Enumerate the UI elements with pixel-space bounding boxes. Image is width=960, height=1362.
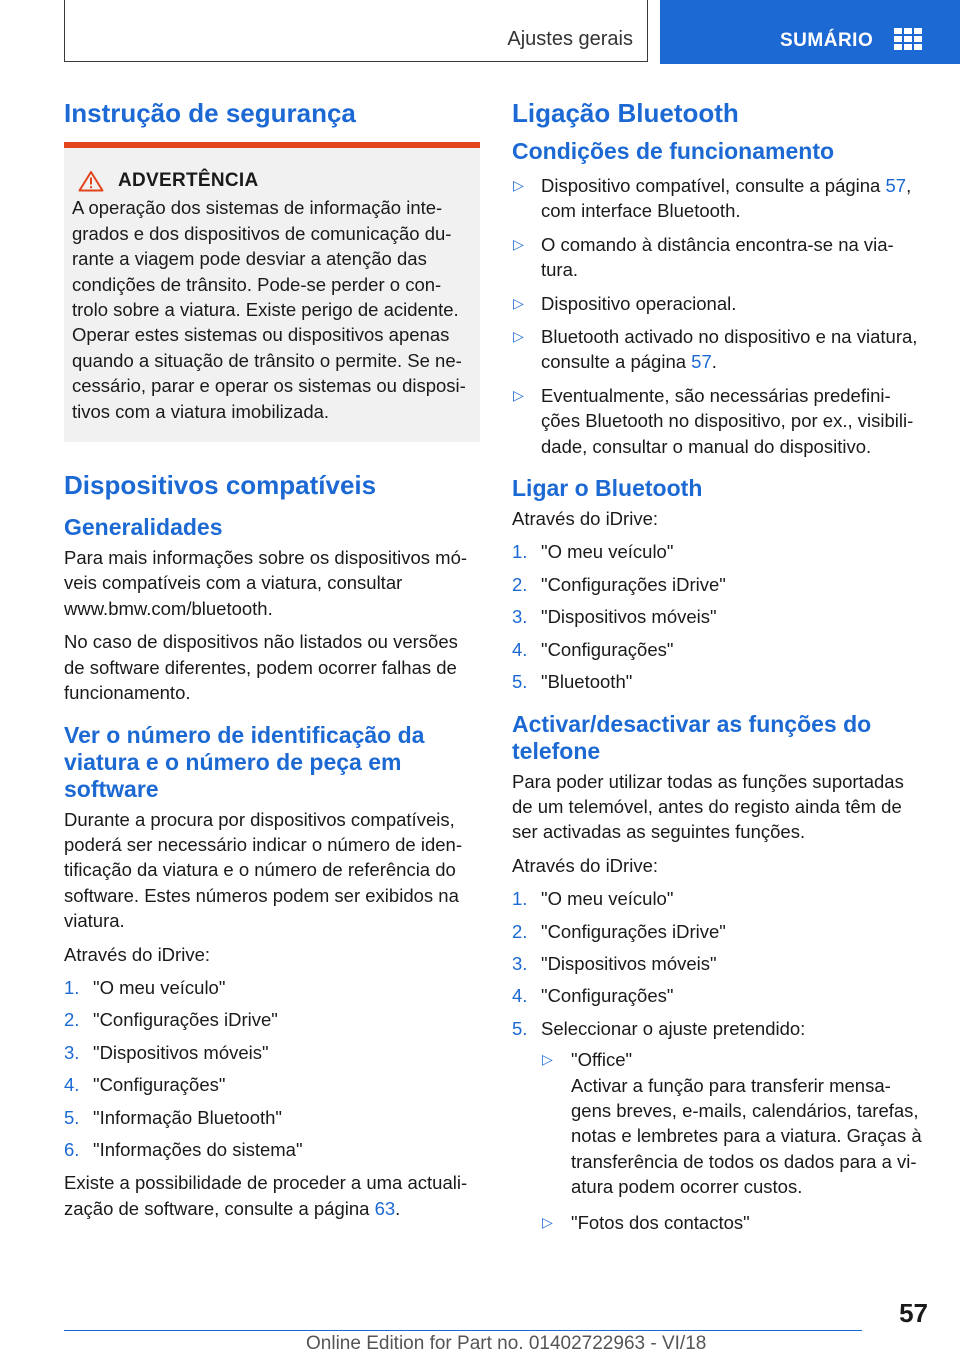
summary-nav-label: SUMÁRIO [780, 30, 874, 51]
page-link[interactable]: 57 [885, 175, 907, 196]
text-line: gens breves, e-mails, calendários, tarefas, [571, 1099, 919, 1121]
heading-line: telefone [512, 737, 601, 764]
step-number: 5. [64, 1106, 80, 1128]
list-item [512, 604, 928, 629]
list-item [512, 669, 928, 694]
text-line: Para poder utilizar todas as funções suportadas [512, 770, 904, 792]
text-line: zação de software, consulte a página [64, 1197, 375, 1219]
vehicle-id-paragraph [64, 807, 480, 934]
summary-nav-button[interactable] [660, 0, 960, 64]
conditions-heading: Condições de funcionamento [512, 138, 835, 164]
phone-functions-paragraph [512, 769, 928, 845]
heading-line: software [64, 775, 159, 802]
text-line: com interface Bluetooth. [541, 200, 741, 222]
list-item [512, 637, 928, 662]
conditions-list [512, 173, 928, 459]
page-link[interactable]: 57 [691, 351, 712, 373]
option-label: "Fotos dos contactos" [571, 1211, 750, 1233]
list-item [64, 1007, 480, 1032]
general-paragraph-1 [64, 545, 480, 621]
compatible-devices-heading: Dispositivos compatíveis [64, 470, 377, 501]
list-item [512, 232, 928, 283]
text-line: Activar a função para transferir mensa- [571, 1074, 891, 1096]
software-update-paragraph [64, 1170, 480, 1221]
general-paragraph-2 [64, 629, 480, 705]
step-number: 5. [512, 671, 528, 693]
office-description [571, 1073, 928, 1200]
text-line: Dispositivo compatível, consulte a página [541, 175, 886, 196]
step-number: 1. [512, 541, 528, 563]
list-item [64, 975, 480, 1000]
step-number: 1. [512, 888, 528, 910]
left-column [64, 98, 480, 1229]
list-item [512, 324, 928, 375]
text-line: Para mais informações sobre os dispositivos mó- [64, 547, 468, 569]
connect-steps-list [512, 539, 928, 694]
list-item [512, 886, 928, 911]
step-number: 3. [512, 606, 528, 628]
warning-line: Operar estes sistemas ou dispositivos apenas [72, 324, 450, 346]
list-item [512, 383, 928, 459]
text-line: , [906, 175, 912, 196]
text-line: O comando à distância encontra-se na via- [541, 233, 894, 255]
text-line: tura. [541, 259, 579, 281]
step-number: 2. [512, 573, 528, 595]
list-item [64, 1137, 480, 1162]
list-item [512, 539, 928, 564]
text-line: veis compatíveis com a viatura, consultar [64, 572, 403, 594]
step-number: 4. [512, 638, 528, 660]
text-line: de software diferentes, podem ocorrer falhas de [64, 656, 457, 678]
text-line: No caso de dispositivos não listados ou versões [64, 631, 458, 653]
page-number: 57 [899, 1298, 928, 1328]
via-idrive-text: Através do iDrive: [512, 508, 658, 530]
text-line: Durante a procura por dispositivos compatíveis, [64, 808, 455, 830]
bluetooth-heading: Ligação Bluetooth [512, 98, 739, 128]
list-item [512, 1016, 928, 1235]
text-line: Existe a possibilidade de proceder a uma actuali- [64, 1172, 468, 1194]
list-item [512, 572, 928, 597]
connect-bluetooth-heading: Ligar o Bluetooth [512, 475, 703, 502]
warning-title: ADVERTÊNCIA [118, 170, 259, 191]
list-item [512, 919, 928, 944]
heading-line: Ver o número de identificação da [64, 721, 425, 748]
step-text: "Dispositivos móveis" [93, 1041, 269, 1063]
step-number: 3. [512, 952, 528, 974]
text-line: Bluetooth activado no dispositivo e na viatura, [541, 326, 918, 348]
vehicle-id-heading [64, 722, 480, 803]
warning-triangle-icon [78, 170, 104, 192]
via-idrive-text: Através do iDrive: [64, 943, 210, 965]
triangle-bullet-icon: ▷ [513, 235, 524, 252]
step-number: 4. [64, 1074, 80, 1096]
text-line: poderá ser necessário indicar o número de iden- [64, 833, 462, 855]
warning-line: quando a situação de trânsito o permite. Se ne- [72, 349, 462, 371]
warning-line: rante a viagem pode desviar a atenção das [72, 248, 427, 270]
heading-line: viatura e o número de peça em [64, 748, 402, 775]
triangle-bullet-icon: ▷ [542, 1213, 553, 1230]
step-text: "Bluetooth" [541, 671, 633, 693]
list-item [541, 1210, 928, 1235]
phone-steps-list [512, 886, 928, 1235]
step-text: "Dispositivos móveis" [541, 952, 717, 974]
warning-line: condições de trânsito. Pode-se perder o con- [72, 273, 442, 295]
list-item [512, 983, 928, 1008]
safety-heading: Instrução de segurança [64, 98, 356, 128]
step-text: "Configurações" [541, 638, 674, 660]
settings-sublist [541, 1047, 928, 1235]
footer-edition: Online Edition for Part no. 01402722963 - VI/18 [306, 1333, 707, 1354]
list-item [541, 1047, 928, 1199]
text-line: software. Estes números podem ser exibidos na [64, 884, 459, 906]
step-text: "Informações do sistema" [93, 1138, 303, 1160]
step-text: "Configurações" [541, 985, 674, 1007]
step-number: 1. [64, 976, 80, 998]
step-text: "Configurações iDrive" [541, 573, 726, 595]
text-line: tificação da viatura e o número de referência do [64, 859, 456, 881]
warning-line: grados e dos dispositivos de comunicação du- [72, 222, 452, 244]
triangle-bullet-icon: ▷ [513, 294, 524, 311]
triangle-bullet-icon: ▷ [513, 386, 524, 403]
step-text: Seleccionar o ajuste pretendido: [541, 1017, 806, 1039]
list-item [512, 291, 928, 316]
text-line: Eventualmente, são necessárias predefini- [541, 384, 891, 406]
text-line: Dispositivo operacional. [541, 292, 737, 314]
text-line: dade, consultar o manual do dispositivo. [541, 435, 872, 457]
phone-functions-heading [512, 711, 928, 765]
option-label: "Office" [571, 1049, 633, 1071]
warning-line: A operação dos sistemas de informação inte- [72, 197, 443, 219]
step-number: 3. [64, 1041, 80, 1063]
warning-line: cessário, parar e operar os sistemas ou disposi- [72, 375, 466, 397]
text-line: transferência de todos os dados para a vi- [571, 1150, 917, 1172]
text-line: . [395, 1197, 401, 1219]
warning-text [72, 195, 472, 424]
step-number: 2. [512, 920, 528, 942]
idrive-steps-list [64, 975, 480, 1162]
text-line: notas e lembretes para a viatura. Graças à [571, 1125, 922, 1147]
step-number: 2. [64, 1009, 80, 1031]
text-line: ser activadas as seguintes funções. [512, 821, 806, 843]
general-heading: Generalidades [64, 514, 223, 541]
step-text: "O meu veículo" [541, 541, 674, 563]
text-line: viatura. [64, 910, 125, 932]
warning-line: tivos com a viatura imobilizada. [72, 400, 330, 422]
triangle-bullet-icon: ▷ [513, 328, 524, 345]
step-text: "Configurações" [93, 1074, 226, 1096]
text-line: www.bmw.com/bluetooth. [64, 597, 273, 619]
warning-box [64, 142, 480, 442]
warning-header [78, 168, 472, 193]
text-line: de um telemóvel, antes do registo ainda têm de [512, 795, 902, 817]
text-line: ções Bluetooth no dispositivo, por ex., visibili- [541, 410, 914, 432]
step-text: "O meu veículo" [541, 888, 674, 910]
warning-line: trolo sobre a viatura. Existe perigo de acidente. [72, 299, 459, 321]
step-number: 4. [512, 985, 528, 1007]
triangle-bullet-icon: ▷ [542, 1051, 553, 1068]
footer-divider [64, 1330, 862, 1331]
step-text: "O meu veículo" [93, 976, 226, 998]
list-item [512, 173, 928, 224]
list-item [64, 1040, 480, 1065]
header-section-box [64, 0, 648, 62]
right-column [512, 98, 928, 1243]
via-idrive-text: Através do iDrive: [512, 854, 658, 876]
step-text: "Configurações iDrive" [93, 1009, 278, 1031]
text-line: funcionamento. [64, 682, 191, 704]
list-item [64, 1072, 480, 1097]
step-number: 5. [512, 1017, 528, 1039]
header-section-title: Ajustes gerais [507, 28, 633, 50]
text-line: . [711, 351, 717, 373]
grid-icon [894, 28, 922, 54]
page-link[interactable]: 63 [374, 1197, 396, 1219]
text-line: atura podem ocorrer custos. [571, 1176, 803, 1198]
heading-line: Activar/desactivar as funções do [512, 710, 872, 737]
step-text: "Configurações iDrive" [541, 920, 726, 942]
step-text: "Dispositivos móveis" [541, 606, 717, 628]
triangle-bullet-icon: ▷ [513, 177, 524, 193]
step-text: "Informação Bluetooth" [93, 1106, 282, 1128]
list-item [512, 951, 928, 976]
list-item [64, 1105, 480, 1130]
step-number: 6. [64, 1138, 80, 1160]
text-line: consulte a página [541, 351, 692, 373]
